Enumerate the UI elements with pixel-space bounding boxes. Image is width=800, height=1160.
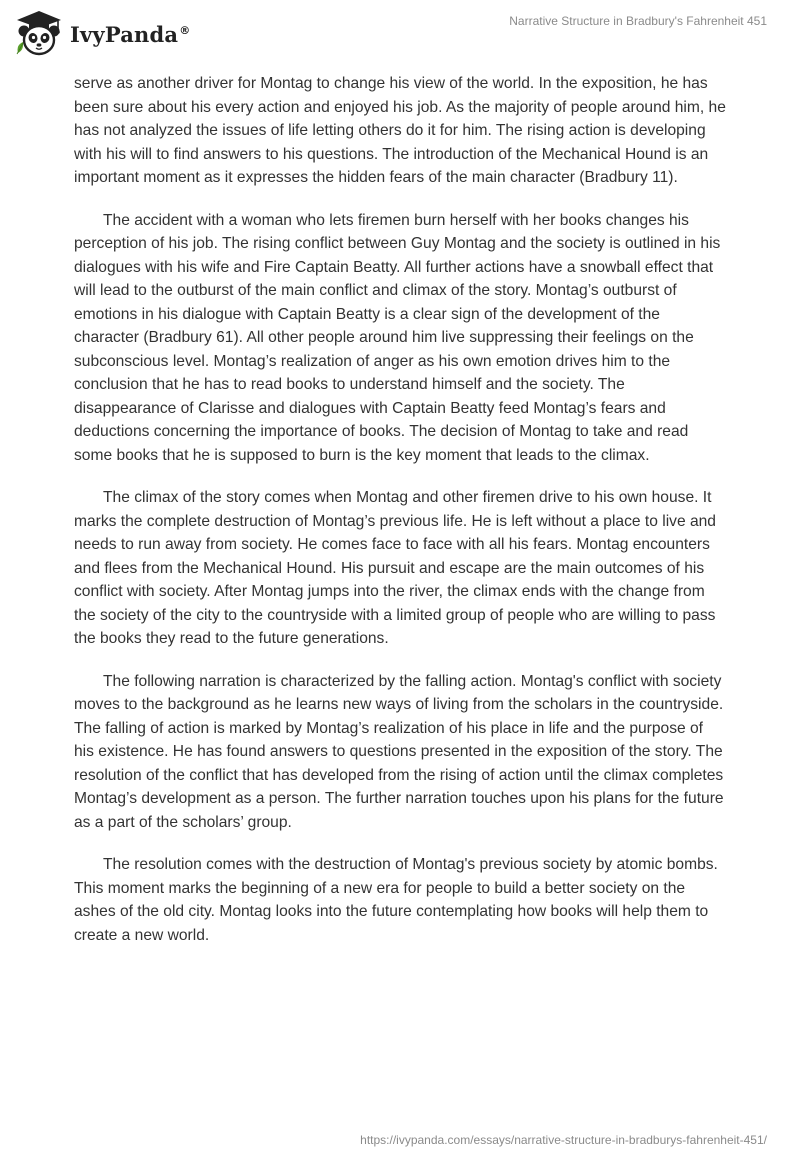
paragraph-3: The climax of the story comes when Montag and other firemen drive to his own house. It marks the complete destruction of Montag’s previous life. He is left without a place to live and needs to run away from society. He comes face to face with all his fears. Montag encounters and flees from the Mechanical Hound. His pursuit and escape are the main outcomes of his conflict with society. After Montag jumps into the river, the climax ends with the change from the society of the city to the countryside with a limited group of people who are willing to pass the books they read to the future generations. <box>74 489 716 647</box>
brand-name: IvyPanda® <box>70 21 191 47</box>
registered-mark: ® <box>179 23 191 37</box>
page-header <box>0 0 800 70</box>
paragraph-2: The accident with a woman who lets firemen burn herself with her books changes his perception of his job. The rising conflict between Guy Montag and the society is outlined in his dialogues with his wife and Fire Captain Beatty. All further actions have a snowball effect that will lead to the outburst of the main conflict and climax of the story. Montag’s outburst of emotions in his dialogue with Captain Beatty is a clear sign of the development of the character (Bradbury 61). All other people around him live suppressing their feelings on the subconscious level. Montag’s realization of anger as his own emotion drives him to the conclusion that he has to read books to understand himself and the society. The disappearance of Clarisse and dialogues with Captain Beatty feed Montag’s fears and deductions concerning the importance of books. The decision of Montag to take and read some books that he is supposed to burn is the key moment that leads to the climax. <box>74 211 721 464</box>
brand-logo[interactable] <box>14 8 190 58</box>
paragraph-5: The resolution comes with the destruction of Montag's previous society by atomic bombs. This moment marks the beginning of a new era for people to build a better society on the ashes of the old city. Montag looks into the future contemplating how books will help them to create a new world. <box>74 856 718 944</box>
document-title: Narrative Structure in Bradbury's Fahrenheit 451 <box>509 14 767 28</box>
panda-graduation-cap-icon <box>14 9 64 57</box>
paragraph-4: The following narration is characterized by the falling action. Montag's conflict with society moves to the background as he learns new ways of living from the scholars in the countryside. The falling of action is marked by Montag’s realization of his place in life and the purpose of his existence. He has found answers to questions presented in the exposition of the story. The resolution of the conflict that has developed from the rising of action until the climax completes Montag’s development as a person. The further narration touches upon his plans for the future as a part of the scholars’ group. <box>74 672 724 831</box>
essay-body <box>74 72 727 966</box>
paragraph-1: serve as another driver for Montag to change his view of the world. In the exposition, he has been sure about his every action and enjoyed his job. As the majority of people around him, he has not analyzed the issues of life letting others do it for him. The rising action is developing with his will to find answers to his questions. The introduction of the Mechanical Hound is an important moment as it expresses the hidden fears of the main character (Bradbury 11). <box>74 75 726 186</box>
source-url[interactable]: https://ivypanda.com/essays/narrative-structure-in-bradburys-fahrenheit-451/ <box>360 1133 767 1147</box>
